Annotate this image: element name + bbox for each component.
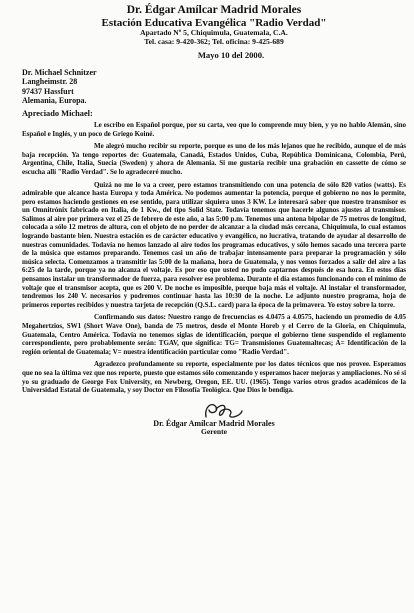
signatory-name: Dr. Édgar Amílcar Madrid Morales xyxy=(153,418,275,428)
signatory-title: Gerente xyxy=(200,426,227,436)
handwritten-signature xyxy=(200,399,246,423)
body-paragraph: Le escribo en Español porque, por su carta, veo que lo comprende muy bien, y yo no hablo Alemán, sino Español e Inglés, y un poco de Griego Koiné. xyxy=(22,120,406,138)
body-paragraph: Confirmando sus datos: Nuestro rango de frecuencias es 4.0475 a 4.0575, haciendo un promedio de 4.05 Megahertzios, SW1 (Short Wave One), banda de 75 metros, desde el Monte Horeb y el Cerro de la Gloria, en Chiquimula, Guatemala, Centro América. Todavía no tenemos siglas de identificación, porque el gobierno tiene suspendido el reglamento correspondiente, pero probablemente serán: TGAV, que significa: TG= Transmisiones Guatemaltecas; A= Identificación de la región oriental de Guatemala; V= nuestra identificación particular como "Radio Verdad". xyxy=(22,313,406,356)
recipient-line: Dr. Michael Schnitzer xyxy=(22,68,97,78)
sender-address: Apartado Nº 5, Chiquimula, Guatemala, C.A. xyxy=(140,28,288,38)
station-name: Estación Educativa Evangélica "Radio Verdad" xyxy=(101,16,327,29)
recipient-line: 97437 Hassfurt xyxy=(22,86,74,96)
letterhead xyxy=(22,4,406,46)
body-paragraph: Agradezco profundamente su reporte, especialmente por los datos técnicos que nos provee. Esperamos que no sea la última vez que nos reporte, puesto que estamos sólo comenzando y esperamos hacer mejoras y ampliaciones. No sé si yo su graduado de George Fox University, en Newberg, Oregon, EE. UU. (1965). Tengo varios otros grados académicos de la Universidad Estatal de Guatemala, y soy Doctor en Filosofía Teológica. Que Dios le bendiga. xyxy=(22,360,406,395)
recipient-line: Langheimstr. 28 xyxy=(22,77,78,87)
body-paragraph: Quizá no me lo va a creer, pero estamos transmitiendo con una potencia de sólo 820 vatios (watts). Es admirable que alcance hasta Europa y toda América. No podemos aumentar la potencia, porque el gobierno no nos lo permite, pero estamos haciendo gestiones en ese sentido, para utilizar siquiera unos 3 KW. Le interesará saber que nuestro transmisor es un Omnitrónix fabricado en Italia, de 1 Kw., del tipo Solid State. Todavía tenemos que hacerle algunos ajustes al transmisor. Salimos al aire por primera vez el 25 de febrero de este año, a las 5:00 p.m. Tenemos una antena bipolar de 75 metros de longitud, colocada a sólo 12 metros de altura, con el objeto de no perder de alcanzar a la ciudad más cercana, Chiquimula, lo cual estamos logrando bastante bien. Nuestra estación es de carácter educativo y evangélico, no lucrativa, tratando de ayudar al desarrollo de nuestras comunidades. Todavía no hemos lanzado al aire todos los programas educativos, y sólo hemos sacado una tercera parte de la música que estamos preparando. Tenemos casi un año de trabajar intensamente para preparar la programación y sólo música selecta. Comenzamos a transmitir las 5:00 de la mañana, hora de Guatemala, y nos vemos forzados a salir del aire a las 6:25 de la tarde, porque ya no alcanza el voltaje. Es por eso que usted no pudo captarnos después de esa hora. En estos días pensamos instalar un transformador de fuerza, para resolver ese problema. Durante el día estamos funcionando con el mínimo de voltaje que el transmisor acepta, que es 200 V. De noche es imposible, porque baja más el voltaje. Al instalar el transformador, tendremos los 240 V. necesarios y podremos continuar hasta las 10:30 de la noche. Le adjunto nuestro programa, hoja de primeros reportes recibidos y nuestra tarjeta de recepción (Q.S.L. card) para la época de la primavera. Yo estoy sobre la torre. xyxy=(22,180,406,309)
recipient-line: Alemania, Europa. xyxy=(22,95,87,105)
body-paragraph: Me alegró mucho recibir su reporte, porque es uno de los más lejanos que he recibido, aunque el de más baja recepción. Ya tengo reportes de: Guatemala, Canadá, Estados Unidos, Cuba, República Dominicana, Colombia, Perú, Argentina, Chile, Italia, Suecia (Sweden) y ahora de Alemania. Si me gustaría recibir una grabación en cassette de cómo se escucha allí "Radio Verdad". Se lo agradeceré mucho. xyxy=(22,142,406,176)
letter-date: Mayo 10 del 2000. xyxy=(197,50,265,61)
sender-name: Dr. Édgar Amílcar Madrid Morales xyxy=(126,4,302,16)
sender-phones: Tel. casa: 9-420-362; Tel. oficina: 9-425-689 xyxy=(144,36,284,46)
salutation: Apreciado Michael: xyxy=(22,108,93,118)
signature-block xyxy=(22,401,406,437)
recipient-address xyxy=(22,68,406,105)
